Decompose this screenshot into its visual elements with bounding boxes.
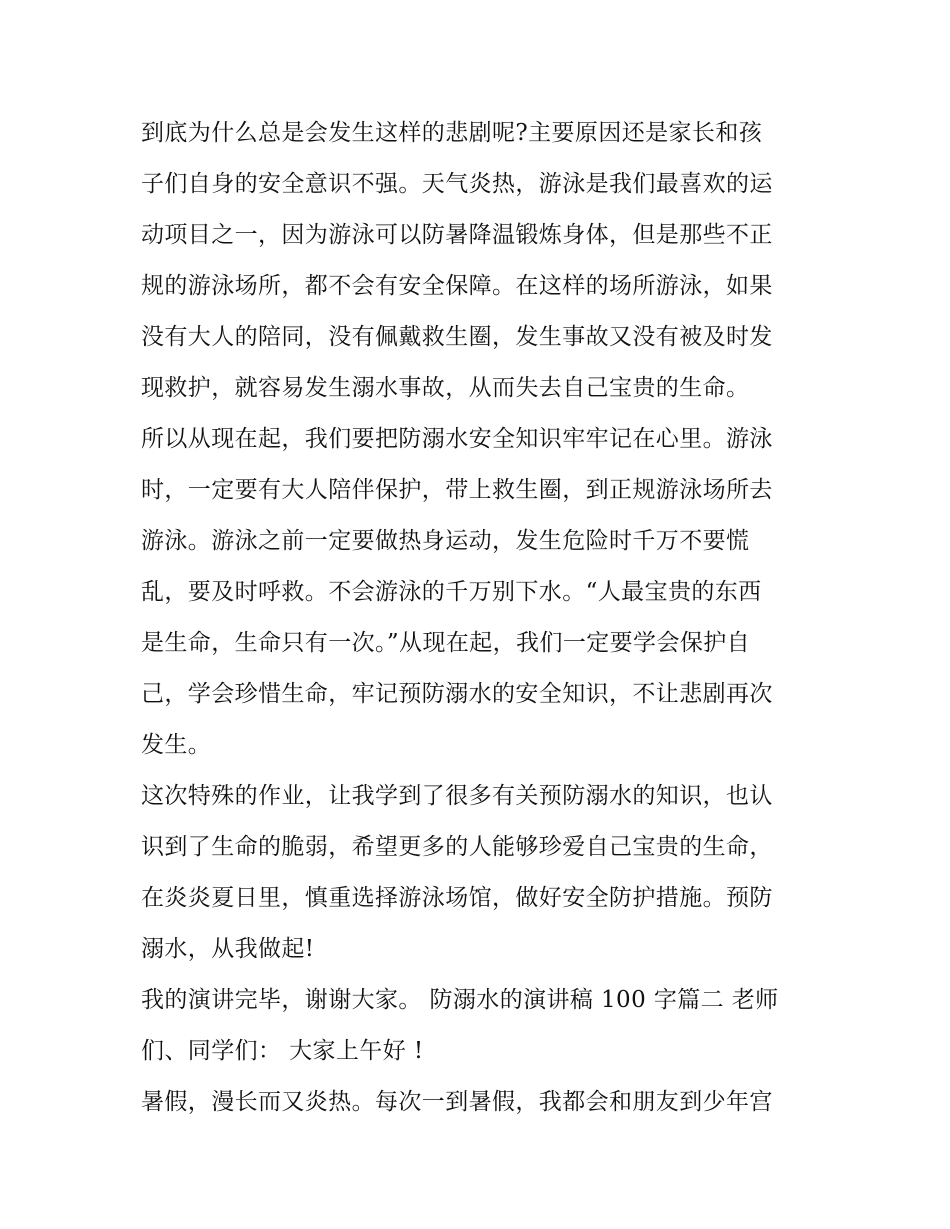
text-line: 到底为什么总是会发生这样的悲剧呢?主要原因还是家长和孩	[141, 120, 763, 146]
text-line: 乱，要及时呼救。不会游泳的千万别下水。“人最宝贵的东西	[141, 579, 762, 605]
text-line: 动项目之一，因为游泳可以防暑降温锻炼身体，但是那些不正	[141, 222, 773, 248]
text-line: 我的演讲完毕，谢谢大家。 防溺水的演讲稿 100 字篇二 老师	[141, 987, 779, 1013]
text-line: 子们自身的安全意识不强。天气炎热，游泳是我们最喜欢的运	[141, 171, 773, 197]
text-line: 是生命，生命只有一次。”从现在起，我们一定要学会保护自	[141, 630, 751, 656]
text-line: 现救护，就容易发生溺水事故，从而失去自己宝贵的生命。	[141, 375, 750, 401]
body-text	[141, 108, 821, 1128]
text-line: 暑假，漫长而又炎热。每次一到暑假，我都会和朋友到少年宫	[141, 1089, 773, 1115]
text-line: 们、同学们： 大家上午好 !	[141, 1038, 424, 1064]
text-line: 识到了生命的脆弱，希望更多的人能够珍爱自己宝贵的生命，	[141, 834, 773, 860]
text-line: 所以从现在起，我们要把防溺水安全知识牢牢记在心里。游泳	[141, 426, 773, 452]
text-line: 在炎炎夏日里，慎重选择游泳场馆，做好安全防护措施。预防	[141, 885, 773, 911]
text-line: 没有大人的陪同，没有佩戴救生圈，发生事故又没有被及时发	[141, 324, 773, 350]
text-line: 规的游泳场所，都不会有安全保障。在这样的场所游泳，如果	[141, 273, 773, 299]
text-line: 发生。	[141, 732, 212, 758]
text-line: 这次特殊的作业，让我学到了很多有关预防溺水的知识，也认	[141, 783, 773, 809]
text-line: 游泳。游泳之前一定要做热身运动，发生危险时千万不要慌	[141, 528, 750, 554]
text-line: 己，学会珍惜生命，牢记预防溺水的安全知识，不让悲剧再次	[141, 681, 773, 707]
text-line: 时，一定要有大人陪伴保护，带上救生圈，到正规游泳场所去	[141, 477, 773, 503]
text-line: 溺水，从我做起!	[141, 936, 315, 962]
